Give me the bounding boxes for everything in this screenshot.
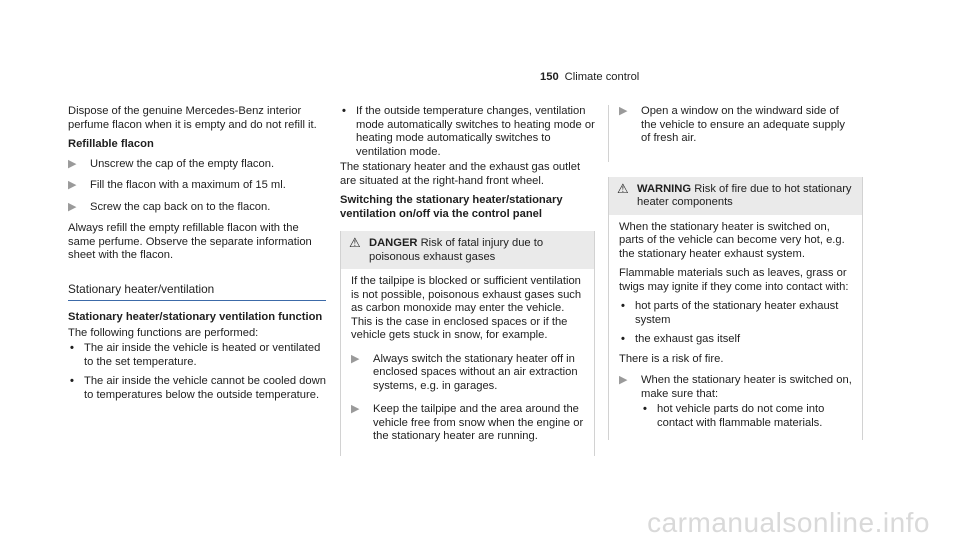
warning-para-2: Flammable materials such as leaves, grass or twigs may ignite if they come into contact with: [619, 267, 849, 293]
step-unscrew: ▶ Unscrew the cap of the empty flacon. [68, 157, 275, 170]
column-2 [340, 105, 595, 456]
bullet-cooled: • The air inside the vehicle cannot be cooled down to temperatures below the outside temperature. [70, 375, 326, 401]
danger-label: DANGER [369, 237, 418, 249]
arrow-icon: ▶ [68, 179, 77, 191]
bullet-outside-temp: • If the outside temperature changes, ventilation mode automatically switches to heating mode or heating mode automatically switches to ventilation mode. [342, 105, 595, 158]
warning-triangle-icon: ⚠ [349, 235, 361, 250]
warning-box [608, 177, 863, 441]
bullet-icon: • [621, 333, 625, 345]
warning-body [609, 215, 862, 441]
step-keep-free: ▶ Keep the tailpipe and the area around the vehicle free from snow when the engine or the stationary heater are running. [351, 403, 584, 442]
refill-note: Always refill the empty refillable flacon with the same perfume. Observe the separate information sheet with the flacon. [68, 222, 312, 261]
column-3 [608, 105, 863, 440]
warning-triangle-icon: ⚠ [617, 180, 629, 196]
section-name: Climate control [564, 71, 640, 83]
bullet-hot-parts: • hot parts of the stationary heater exhaust system [621, 300, 839, 326]
bullet-icon: • [342, 105, 346, 117]
danger-text: If the tailpipe is blocked or sufficient ventilation is not possible, poisonous exhaust gases such as carbon monoxide may enter the vehicle. This is the case in enclosed spaces or if the vehicle gets stuck in snow, for example. [351, 275, 582, 341]
bullet-icon: • [643, 403, 647, 415]
step-switch-off: ▶ Always switch the stationary heater off in enclosed spaces without an air extraction systems, e.g. in garages. [351, 352, 578, 392]
watermark: carmanualsonline.info [647, 506, 930, 538]
section-title: Stationary heater/ventilation [68, 283, 326, 302]
arrow-icon: ▶ [619, 374, 628, 386]
arrow-icon: ▶ [351, 352, 360, 365]
intro-text: Dispose of the genuine Mercedes-Benz interior perfume flacon when it is empty and do not refill it. [68, 105, 317, 131]
control-panel-heading: Switching the stationary heater/stationary ventilation on/off via the control panel [340, 194, 563, 220]
danger-body [341, 269, 594, 456]
following-text: The following functions are performed: [68, 326, 259, 339]
warning-title: Risk of fire due to hot stationary heater components [637, 182, 852, 208]
warning-header [609, 177, 862, 215]
arrow-icon: ▶ [351, 403, 360, 415]
warning-para-3: There is a risk of fire. [619, 352, 724, 365]
function-heading: Stationary heater/stationary ventilation function [68, 311, 323, 323]
bullet-icon: • [70, 375, 74, 387]
arrow-icon: ▶ [619, 105, 628, 117]
bullet-icon: • [70, 342, 74, 354]
bullet-flammable: • hot vehicle parts do not come into contact with flammable materials. [643, 403, 825, 429]
refill-heading: Refillable flacon [68, 138, 154, 150]
step-fill: ▶ Fill the flacon with a maximum of 15 ml. [68, 179, 286, 191]
bullet-heated: • The air inside the vehicle is heated or ventilated to the set temperature. [70, 342, 321, 368]
danger-title: Risk of fatal injury due to poisonous exhaust gases [369, 237, 544, 263]
step-screw: ▶ Screw the cap back on to the flacon. [68, 200, 271, 213]
step-when-switched: ▶ When the stationary heater is switched on, make sure that: [619, 374, 852, 400]
warning-para-1: When the stationary heater is switched on, parts of the vehicle can become very hot, e.g. the stationary heater exhaust system. [619, 220, 845, 260]
danger-box [340, 231, 595, 456]
step-box-top [608, 105, 863, 162]
step-open-window: ▶ Open a window on the windward side of the vehicle to ensure an adequate supply of fresh air. [619, 105, 846, 144]
arrow-icon: ▶ [68, 200, 77, 213]
arrow-icon: ▶ [68, 157, 77, 170]
danger-header [341, 231, 594, 269]
page-number: 150 [540, 71, 559, 83]
column-1 [68, 105, 326, 408]
bullet-exhaust-gas: • the exhaust gas itself [621, 333, 741, 345]
bullet-icon: • [621, 300, 625, 312]
warning-label: WARNING [637, 182, 692, 195]
page-header [540, 71, 639, 85]
exhaust-location: The stationary heater and the exhaust gas outlet are situated at the right-hand front wheel. [340, 161, 581, 187]
